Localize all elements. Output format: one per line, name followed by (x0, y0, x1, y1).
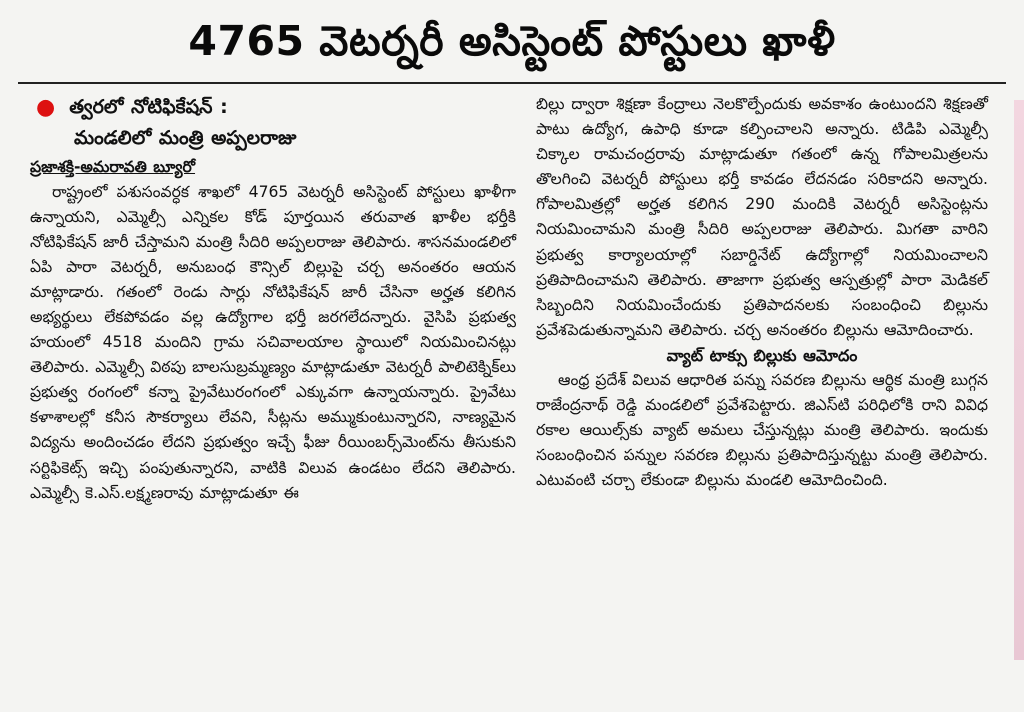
left-body-text: రాష్ట్రంలో పశుసంవర్ధక శాఖలో 4765 వెటర్నరీ అసిస్టెంట్ పోస్టులు ఖాళీగా ఉన్నాయని, ఎమ్మెల్సీ ఎన్నికల కోడ్ పూర్తయిన తరువాత ఖాళీల భర్తీకి నోటిఫికేషన్ జారీ చేస్తామని మంత్రి సీదిరి అప్పలరాజు తెలిపారు. శాసనమండలిలో ఏపి పారా వెటర్నరీ, అనుబంధ కౌన్సిల్ బిల్లుపై చర్చ అనంతరం ఆయన మాట్లాడారు. గతంలో రెండు సార్లు నోటిఫికేషన్ జారీ చేసినా అర్హత కలిగిన అభ్యర్థులు లేకపోవడం వల్ల ఉద్యోగాల భర్తీ జరగలేదన్నారు. వైసిపి ప్రభుత్వ హయంలో 4518 మందిని గ్రామ సచివాలయాల స్థాయిలో నియమించినట్లు తెలిపారు. ఎమ్మెల్సీ విఠపు బాలసుబ్రమ్మణ్యం మాట్లాడుతూ వెటర్నరీ పాలిటెక్నిక్‌లు ప్రభుత్వ రంగంలో కన్నా ప్రైవేటురంగంలో ఎక్కువగా ఉన్నాయన్నారు. ప్రైవేటు కళాశాలల్లో కనీస సౌకర్యాలు లేవని, సీట్లను అమ్ముకుంటున్నారని, నాణ్యమైన విద్యను అందించడం లేదని ప్రభుత్వం ఇచ్చే ఫీజు రీయింబర్స్‌మెంట్‌ను తీసుకుని సర్టిఫికెట్స్ ఇచ్చి పంపుతున్నారని, వాటికి విలువ ఉండటం లేదని తెలిపారు. ఎమ్మెల్సీ కె.ఎస్.లక్ష్మణరావు మాట్లాడుతూ ఈ (30, 182, 516, 502)
right-body-text-2: ఆంధ్ర ప్రదేశ్ విలువ ఆధారిత పన్ను సవరణ బిల్లును ఆర్థిక మంత్రి బుగ్గన రాజేంద్రనాథ్ రెడ్డి మండలిలో ప్రవేశపెట్టారు. జిఎస్‌టి పరిధిలోకి రాని వివిధ రకాల ఆయిల్స్‌కు వ్యాట్ అమలు చేస్తున్నట్లు మంత్రి తెలిపారు. ఇందుకు సంబంధించిన పన్నుల సవరణ బిల్లును ప్రతిపాదిస్తున్నట్టు మంత్రి తెలిపారు. ఎటువంటి చర్చా లేకుండా బిల్లును మండలి ఆమోదించింది. (536, 371, 988, 490)
right-column (536, 92, 988, 494)
bullet-icon: ● (36, 94, 56, 120)
page-edge-strip (1014, 100, 1024, 660)
headline-rule (18, 82, 1006, 84)
subheadline-2: మండలిలో మంత్రి అప్పలరాజు (74, 126, 297, 149)
headline: 4765 వెటర్నరీ అసిస్టెంట్ పోస్టులు ఖాళీ (188, 17, 836, 65)
left-column (30, 92, 516, 506)
right-subheading: వ్యాట్ టాక్సు బిల్లుకు ఆమోదం (666, 345, 858, 365)
subheadline-1-text: త్వరలో నోటిఫికేషన్ : (69, 96, 228, 118)
right-body-text-1: బిల్లు ద్వారా శిక్షణా కేంద్రాలు నెలకొల్పేందుకు అవకాశం ఉంటుందని శిక్షణతో పాటు ఉద్యోగ, ఉపాధి కూడా కల్పించాలని అన్నారు. టిడిపి ఎమ్మెల్సీ చిక్కాల రామచంద్రరావు మాట్లాడుతూ గతంలో ఉన్న గోపాలమిత్రలను తొలగించి వెటర్నరీ పోస్టులు భర్తీ కావడం లేదనడం సరికాదని అన్నారు. గోపాలమిత్రల్లో అర్హత కలిగిన 290 మందికి వెటర్నరీ అసిస్టెంట్లను నియమించామని మంత్రి సీదిరి అప్పలరాజు తెలిపారు. మిగతా వారిని ప్రభుత్వ కార్యాలయాల్లో సబార్డినేట్ ఉద్యోగాల్లో నియమించాలని ప్రతిపాదించామని తెలిపారు. తాజాగా ప్రభుత్వ ఆస్పత్రుల్లో పారా మెడికల్ సిబ్బందిని నియమించేందుకు ప్రతిపాదనలకు సంబంధించి బిల్లును ప్రవేశపెడుతున్నామని తెలిపారు. చర్చ అనంతరం బిల్లును ఆమోదించారు. (536, 95, 988, 339)
byline: ప్రజాశక్తి-అమరావతి బ్యూరో (30, 157, 196, 176)
subheadline-1 (36, 92, 516, 123)
